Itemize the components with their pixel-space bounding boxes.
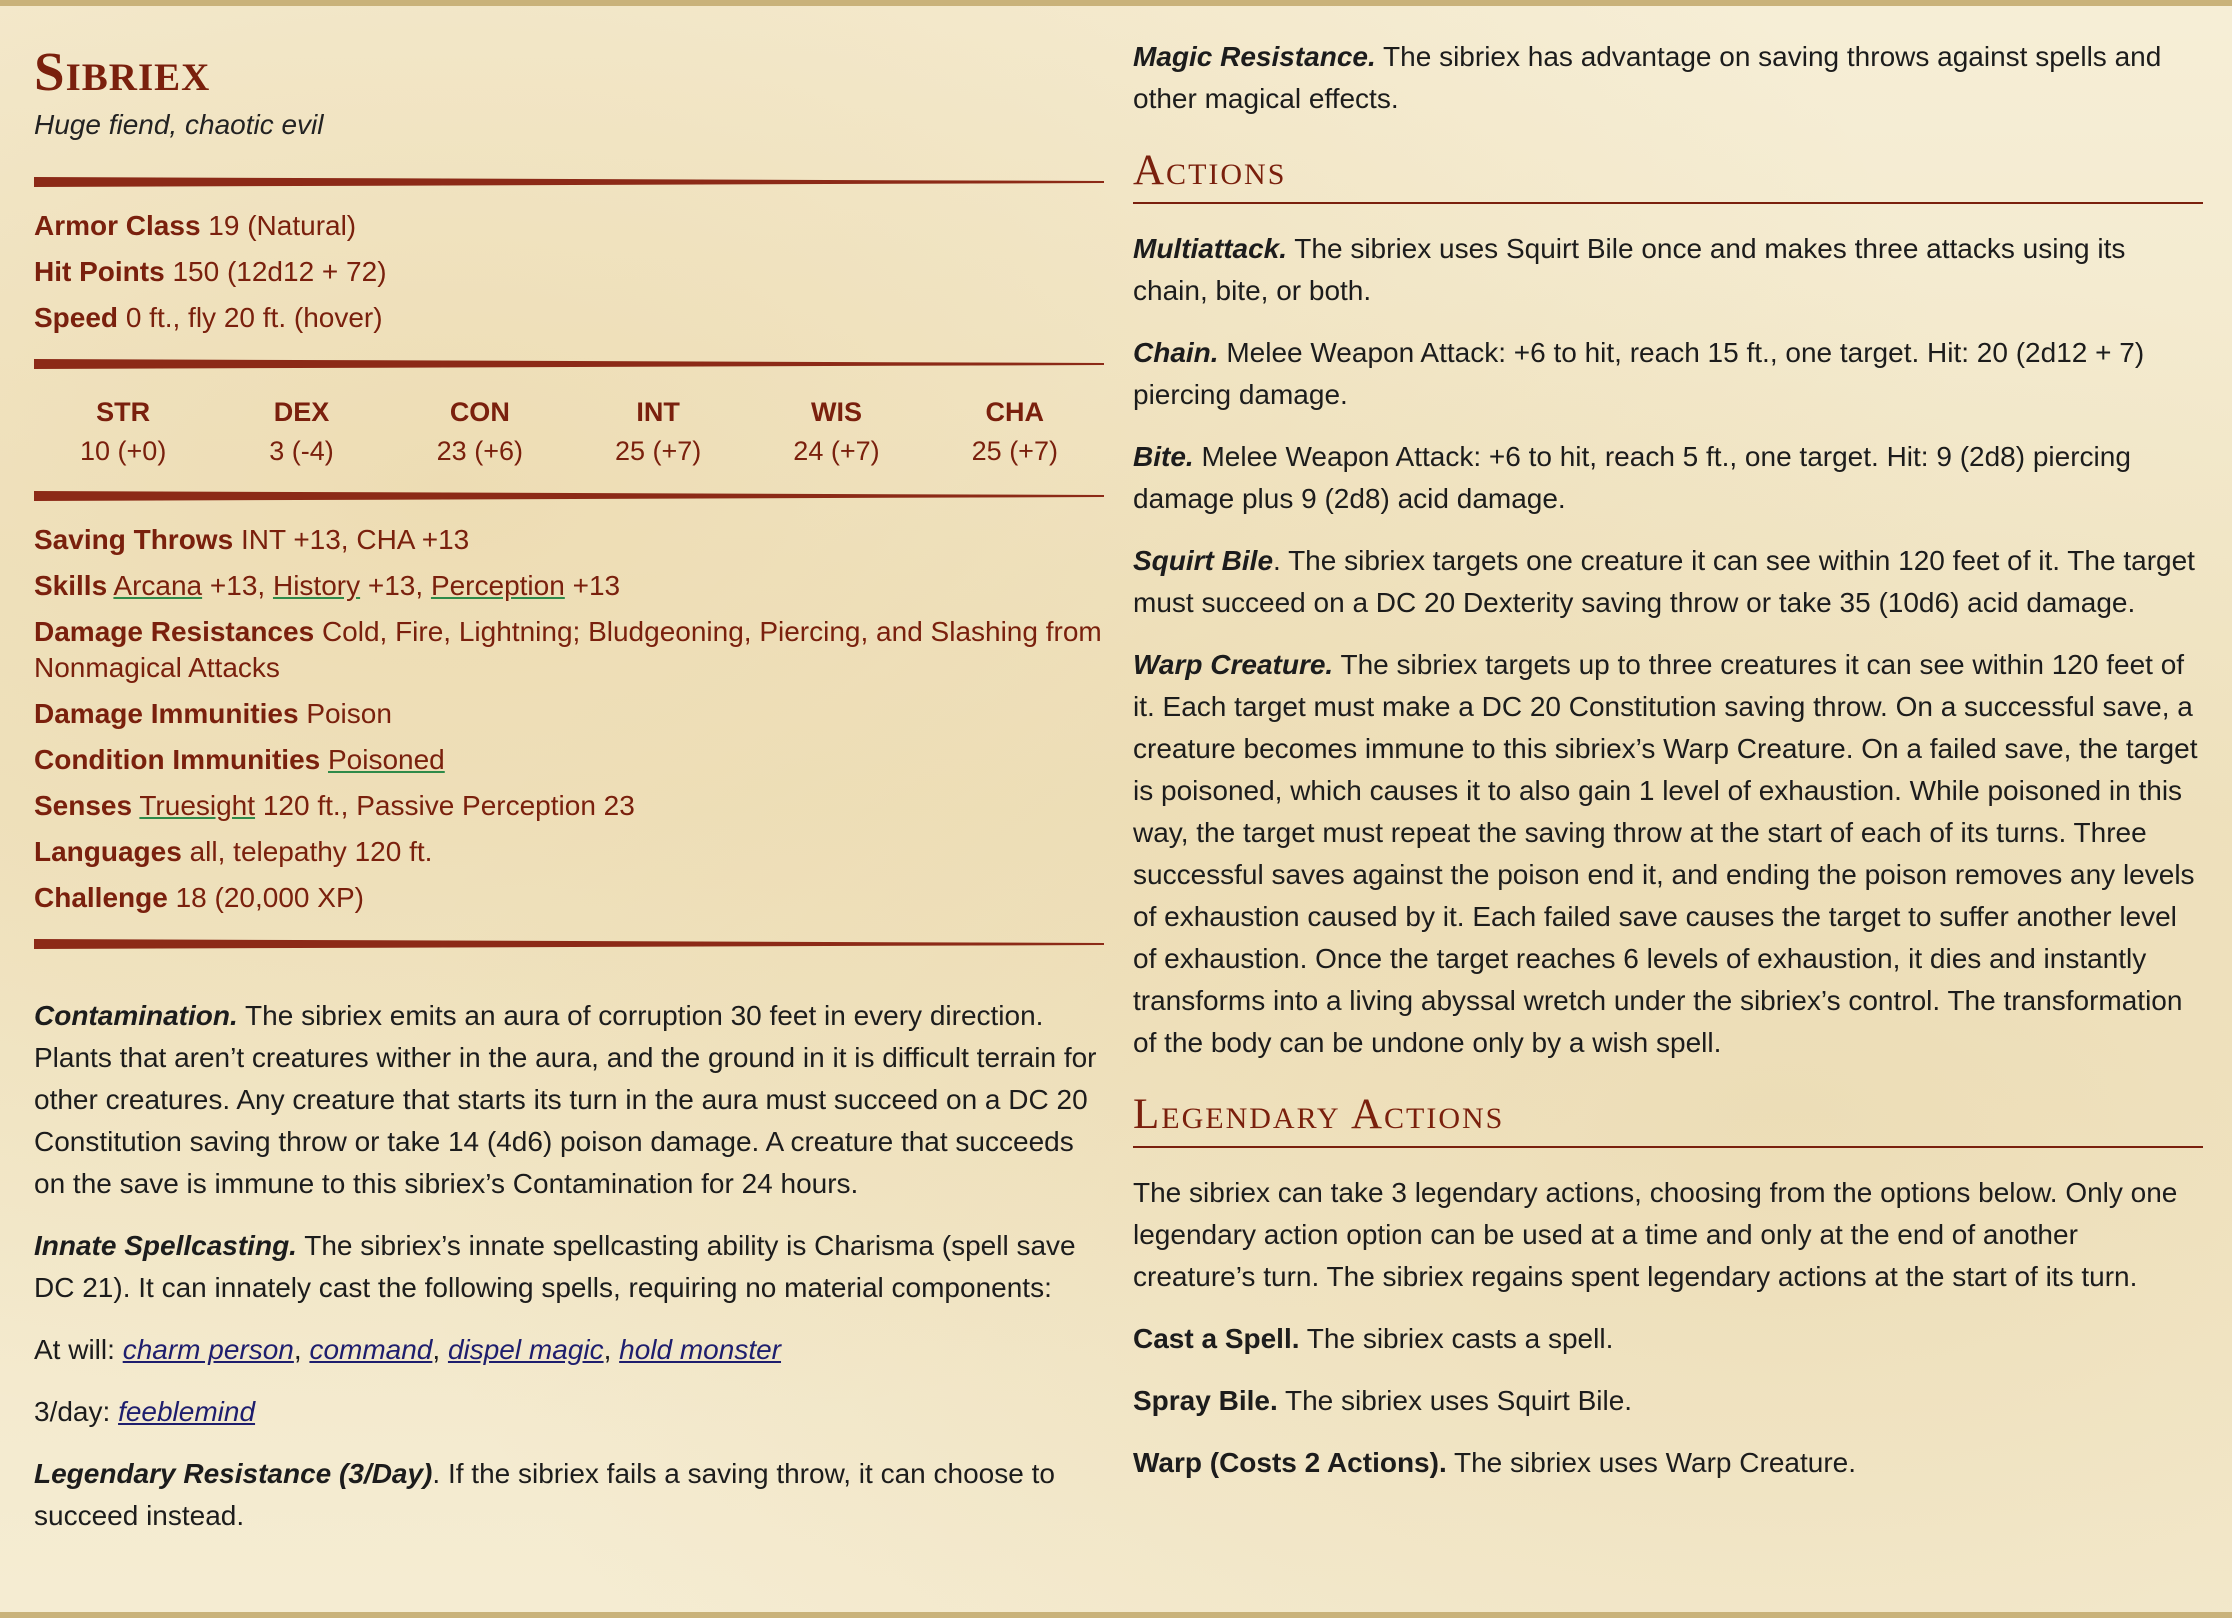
- skill-perception-value: +13: [564, 570, 621, 602]
- monster-name: Sibriex: [34, 41, 211, 102]
- legendary-intro: The sibriex can take 3 legendary actions, choosing from the options below. Only one legendary action option can be used at a time and only at the end of another creature’s turn. The sibriex regains spent legendary actions at the start of its turn.: [1133, 1177, 2178, 1292]
- skill-history-value: +13,: [360, 570, 431, 602]
- speed-label: Speed: [34, 302, 119, 334]
- legendary-action-name: Cast a Spell.: [1133, 1323, 1300, 1354]
- legendary-actions-heading: Legendary Actions: [1133, 1086, 2203, 1148]
- ability-name: WIS: [810, 397, 862, 428]
- skill-arcana-link[interactable]: Arcana: [113, 570, 203, 602]
- armor-class-label: Armor Class: [34, 210, 201, 242]
- ability-mod: (+6): [474, 436, 523, 467]
- tapered-rule: [34, 175, 1104, 189]
- condition-immunities: [34, 737, 1104, 783]
- senses-value: 120 ft., Passive Perception 23: [255, 790, 635, 822]
- spell-separator: ,: [432, 1334, 448, 1366]
- challenge: [34, 875, 1104, 921]
- spells-prefix: 3/day:: [34, 1396, 119, 1428]
- senses: [34, 783, 1104, 829]
- action-text: The sibriex uses Squirt Bile once and makes three attacks using its chain, bite, or both.: [1133, 233, 2126, 306]
- action-text: The sibriex targets up to three creatures it can see within 120 feet of it. Each target must make a DC 20 Constitution saving throw. On a successful save, a creature becomes immune to this sibriex’s Warp Creature. On a failed save, the target is poisoned, which causes it to also gain 1 level of exhaustion. While poisoned in this way, the target must repeat the saving throw at the start of each of its turns. Three successful saves against the poison end it, and ending the poison removes any levels of exhaustion caused by it. Each failed save causes the target to suffer another level of exhaustion. Once the target reaches 6 levels of exhaustion, it dies and instantly transforms into a living abyssal wretch under the sibriex’s control. The transformation of the body can be undone only by a wish spell.: [1133, 649, 2198, 1058]
- ability-int: [569, 393, 747, 471]
- legendary-action-text: The sibriex uses Warp Creature.: [1446, 1447, 1857, 1478]
- languages-value: all, telepathy 120 ft.: [189, 836, 433, 868]
- ability-score: 25: [971, 436, 1002, 467]
- legendary-warp: [1133, 1442, 2203, 1484]
- monster-type: Huge fiend, chaotic evil: [34, 109, 324, 141]
- ability-score: 24: [793, 436, 824, 467]
- trait-text: The sibriex’s innate spellcasting ability is Charisma (spell save DC 21). It can innately cast the following spells, requiring no material components:: [34, 1230, 1076, 1304]
- skills: [34, 563, 1104, 609]
- trait-magic-resistance: [1133, 36, 2203, 120]
- trait-text: The sibriex has advantage on saving throws against spells and other magical effects.: [1133, 41, 2162, 114]
- ability-score: 23: [436, 436, 467, 467]
- damage-immunities: [34, 691, 1104, 737]
- trait-name: Contamination.: [34, 1000, 238, 1032]
- damage-resistances-label: Damage Resistances: [34, 616, 315, 648]
- spell-separator: ,: [603, 1334, 620, 1366]
- spell-charm-person-link[interactable]: charm person: [122, 1334, 294, 1366]
- skill-perception-link[interactable]: Perception: [430, 570, 565, 602]
- left-column: [34, 40, 1104, 1557]
- armor-class-value: 19 (Natural): [208, 210, 357, 242]
- skill-history-link[interactable]: History: [272, 570, 361, 602]
- saving-throws: [34, 517, 1104, 563]
- ability-dex: [212, 393, 390, 471]
- action-name: Multiattack.: [1133, 233, 1288, 264]
- trait-innate-spellcasting: [34, 1225, 1104, 1309]
- ability-score: 3: [269, 436, 285, 467]
- armor-class: [34, 203, 1104, 249]
- ability-name: CON: [449, 397, 510, 428]
- action-multiattack: [1133, 228, 2203, 312]
- legendary-cast-spell: [1133, 1318, 2203, 1360]
- saving-throws-value: INT +13, CHA +13: [240, 524, 470, 556]
- actions-heading: Actions: [1133, 142, 2203, 204]
- trait-text: The sibriex emits an aura of corruption 30 feet in every direction. Plants that aren’t creatures wither in the aura, and the ground in it is difficult terrain for other creatures. Any creature that starts its turn in the aura must succeed on a DC 20 Constitution saving throw or take 14 (4d6) poison damage. A creature that succeeds on the save is immune to this sibriex’s Contamination for 24 hours.: [34, 1000, 1097, 1200]
- trait-name: Magic Resistance.: [1133, 41, 1376, 72]
- action-name: Chain.: [1133, 337, 1219, 368]
- saving-throws-label: Saving Throws: [34, 524, 234, 556]
- tapered-rule: [34, 489, 1104, 503]
- senses-label: Senses: [34, 790, 133, 822]
- tapered-rule: [34, 357, 1104, 371]
- legendary-action-text: The sibriex casts a spell.: [1299, 1323, 1614, 1354]
- action-name: Bite.: [1133, 441, 1194, 472]
- sense-truesight-link[interactable]: Truesight: [139, 790, 256, 822]
- spells-at-will: [34, 1329, 1104, 1371]
- skills-label: Skills: [34, 570, 108, 602]
- action-name: Squirt Bile: [1133, 545, 1274, 576]
- tapered-rule: [34, 937, 1104, 951]
- ability-cha: [926, 393, 1104, 471]
- legendary-action-text: The sibriex uses Squirt Bile.: [1277, 1385, 1633, 1416]
- trait-contamination: [34, 995, 1104, 1205]
- spell-separator: ,: [293, 1334, 310, 1366]
- speed-value: 0 ft., fly 20 ft. (hover): [125, 302, 383, 334]
- spells-prefix: At will:: [34, 1334, 123, 1366]
- speed: [34, 295, 1104, 341]
- ability-name: DEX: [273, 397, 330, 428]
- spells-per-day: [34, 1391, 1104, 1433]
- right-column: [1133, 36, 2203, 1504]
- ability-str: [34, 393, 212, 471]
- spell-command-link[interactable]: command: [309, 1334, 433, 1366]
- damage-immunities-value: Poison: [306, 698, 392, 730]
- condition-immunities-label: Condition Immunities: [34, 744, 321, 776]
- action-chain: [1133, 332, 2203, 416]
- trait-name: Innate Spellcasting.: [34, 1230, 297, 1262]
- hit-points: [34, 249, 1104, 295]
- damage-immunities-label: Damage Immunities: [34, 698, 299, 730]
- condition-poisoned-link[interactable]: Poisoned: [328, 744, 445, 776]
- skill-arcana-value: +13,: [202, 570, 273, 602]
- damage-resistances-value: Cold, Fire, Lightning; Bludgeoning, Piercing, and Slashing from Nonmagical Attacks: [34, 616, 1102, 684]
- ability-mod: (+7): [830, 436, 880, 467]
- action-text: . The sibriex targets one creature it can see within 120 feet of it. The target must succeed on a DC 20 Dexterity saving throw or take 35 (10d6) acid damage.: [1133, 545, 2195, 618]
- legendary-action-name: Spray Bile.: [1133, 1385, 1278, 1416]
- ability-name: CHA: [985, 397, 1045, 428]
- hit-points-label: Hit Points: [34, 256, 165, 288]
- ability-mod: (-4): [291, 436, 334, 467]
- legendary-spray-bile: [1133, 1380, 2203, 1422]
- spell-hold-monster-link[interactable]: hold monster: [619, 1334, 782, 1366]
- action-warp-creature: [1133, 644, 2203, 1064]
- spell-dispel-magic-link[interactable]: dispel magic: [447, 1334, 604, 1366]
- challenge-label: Challenge: [34, 882, 168, 914]
- trait-legendary-resistance: [34, 1453, 1104, 1537]
- ability-wis: [747, 393, 925, 471]
- ability-score: 10: [79, 436, 111, 467]
- languages: [34, 829, 1104, 875]
- hit-points-value: 150 (12d12 + 72): [172, 256, 387, 288]
- trait-name: Legendary Resistance (3/Day): [34, 1458, 433, 1490]
- ability-scores: [34, 371, 1104, 489]
- action-text: Melee Weapon Attack: +6 to hit, reach 5 ft., one target. Hit: 9 (2d8) piercing damage plus 9 (2d8) acid damage.: [1133, 441, 2131, 514]
- action-name: Warp Creature.: [1133, 649, 1334, 680]
- action-bite: [1133, 436, 2203, 520]
- challenge-value: 18 (20,000 XP): [175, 882, 364, 914]
- legendary-action-name: Warp (Costs 2 Actions).: [1133, 1447, 1447, 1478]
- ability-score: 25: [614, 436, 646, 467]
- ability-mod: (+7): [652, 436, 702, 467]
- ability-name: INT: [636, 397, 680, 428]
- damage-resistances: [34, 609, 1104, 691]
- ability-name: STR: [96, 397, 151, 428]
- action-squirt-bile: [1133, 540, 2203, 624]
- spell-feeblemind-link[interactable]: feeblemind: [118, 1396, 256, 1428]
- action-text: Melee Weapon Attack: +6 to hit, reach 15 ft., one target. Hit: 20 (2d12 + 7) piercing damage.: [1133, 337, 2145, 410]
- ability-mod: (+7): [1009, 436, 1058, 467]
- ability-con: [391, 393, 569, 471]
- ability-mod: (+0): [117, 436, 167, 467]
- trait-text: . If the sibriex fails a saving throw, it can choose to succeed instead.: [34, 1458, 1055, 1532]
- languages-label: Languages: [34, 836, 182, 868]
